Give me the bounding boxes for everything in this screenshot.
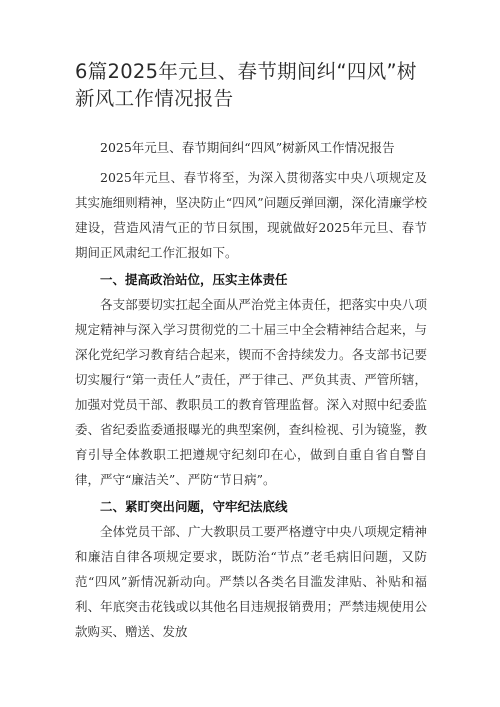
section1-heading: 一、提高政治站位，压实主体责任 [100,272,288,287]
section1-paragraph: 各支部要切实扛起全面从严治党主体责任，把落实中央八项规定精神与深入学习贯彻党的二十届三中全会精神结合起来，与深化党纪学习教育结合起来，锲而不舍持续发力。各支部书记要切实履行“第一责任人”责任，严于律己、严负其责、严管所辖，加强对党员干部、教职员工的教育管理监督。深入对照中纪委监委、省纪委监委通报曝光的典型案例，查纠检视、引为镜鉴，教育引导全体教职工把遵规守纪刻印在心，做到自重自省自警自律，严守“廉洁关”、严防“节日病”。 [75,297,427,487]
section2-paragraph: 全体党员干部、广大教职员工要严格遵守中央八项规定精神和廉洁自律各项规定要求，既防治“节点”老毛病旧问题，又防范“四风”新情况新动向。严禁以各类名目滥发津贴、补贴和福利、年底突击花钱或以其他名目违规报销费用；严禁违规使用公款购买、赠送、发放 [75,524,427,639]
report-subtitle: 2025年元旦、春节期间纠“四风”树新风工作情况报告 [100,140,395,155]
intro-paragraph: 2025年元旦、春节将至，为深入贯彻落实中央八项规定及其实施细则精神，坚决防止“四风”问题反弹回潮，深化清廉学校建设，营造风清气正的节日氛围，现就做好2025年元旦、春节期间正风肃纪工作汇报如下。 [75,170,427,260]
document-title: 6篇2025年元旦、春节期间纠“四风”树新风工作情况报告 [75,60,417,110]
document-body [75,137,427,644]
section2-heading: 二、紧盯突出问题，守牢纪法底线 [100,499,288,514]
